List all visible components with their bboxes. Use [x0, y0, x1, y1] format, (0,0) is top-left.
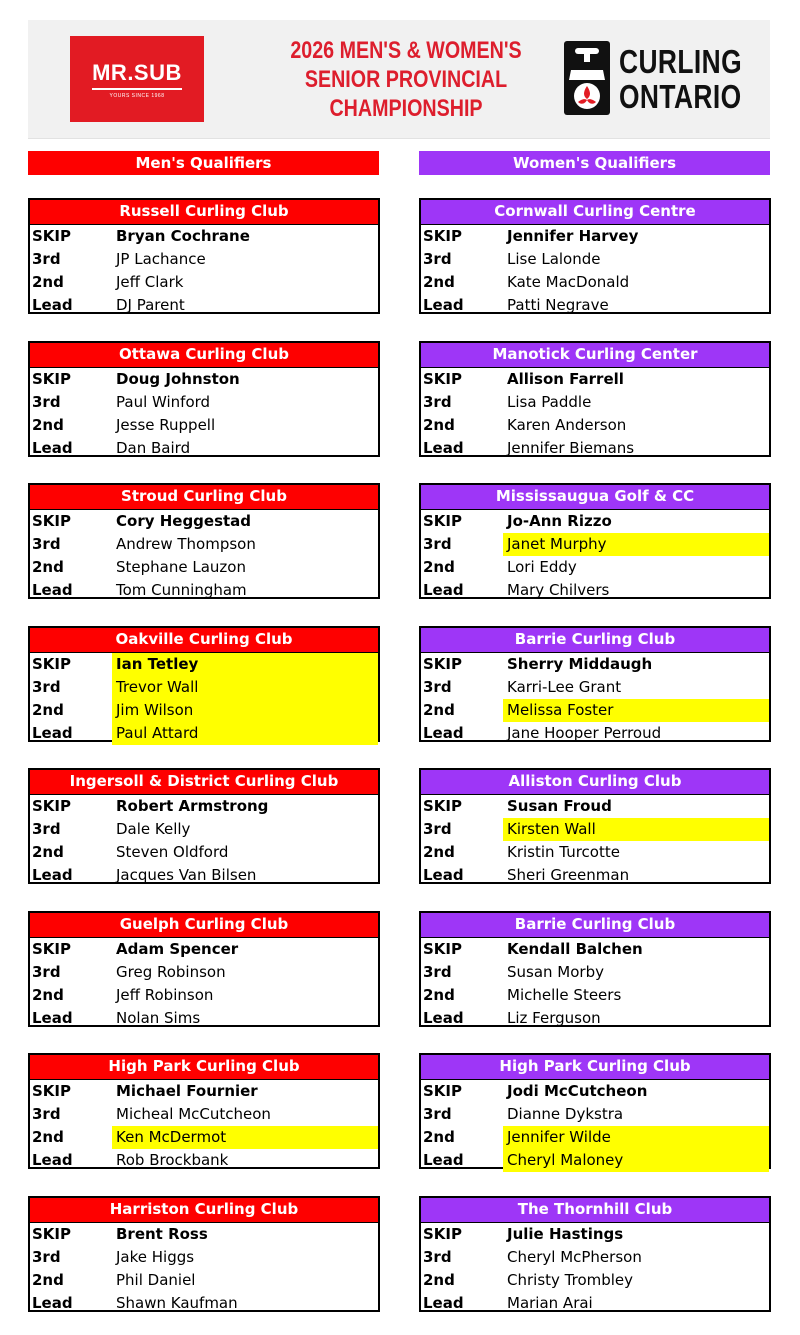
player-position: 2nd: [423, 558, 455, 576]
player-row: [421, 818, 769, 841]
event-title-line: 2026 MEN'S & WOMEN'S: [290, 37, 522, 64]
player-name: Lise Lalonde: [507, 250, 601, 268]
player-row: [30, 414, 378, 437]
event-title-line: CHAMPIONSHIP: [329, 95, 483, 122]
player-position: 3rd: [32, 820, 61, 838]
sponsor-tagline: YOURS SINCE 1968: [109, 92, 165, 99]
player-position: Lead: [32, 581, 73, 599]
player-row: [421, 938, 769, 961]
player-row: [30, 1103, 378, 1126]
player-row: [30, 795, 378, 818]
player-position: SKIP: [32, 512, 72, 530]
player-row: [30, 841, 378, 864]
player-position: 2nd: [423, 701, 455, 719]
player-position: SKIP: [423, 512, 463, 530]
club-name: Barrie Curling Club: [421, 628, 769, 653]
player-row: [30, 1246, 378, 1269]
player-row: [30, 653, 378, 676]
player-name: Cheryl McPherson: [507, 1248, 642, 1266]
player-position: 3rd: [32, 1248, 61, 1266]
team-card: [28, 198, 380, 314]
player-row: [421, 1269, 769, 1292]
player-name: Patti Negrave: [507, 296, 609, 314]
player-position: Lead: [423, 866, 464, 884]
team-card: [419, 1053, 771, 1169]
player-row: [30, 294, 378, 317]
player-position: 3rd: [423, 678, 452, 696]
player-position: Lead: [32, 1294, 73, 1312]
player-row: [421, 864, 769, 887]
org-name: [619, 44, 742, 114]
player-position: 3rd: [32, 963, 61, 981]
player-name: Nolan Sims: [116, 1009, 201, 1027]
club-name: The Thornhill Club: [421, 1198, 769, 1223]
player-name: Stephane Lauzon: [116, 558, 246, 576]
player-position: Lead: [423, 1151, 464, 1169]
player-row: [30, 818, 378, 841]
event-title: [260, 36, 552, 123]
player-name: Greg Robinson: [116, 963, 226, 981]
player-position: 2nd: [32, 416, 64, 434]
player-name: Karen Anderson: [507, 416, 627, 434]
player-row: [421, 271, 769, 294]
player-name: Karri-Lee Grant: [507, 678, 622, 696]
player-name: Jeff Robinson: [116, 986, 214, 1004]
player-position: 3rd: [423, 1105, 452, 1123]
player-position: SKIP: [423, 655, 463, 673]
player-row: [421, 699, 769, 722]
player-position: 2nd: [32, 1128, 64, 1146]
team-card: [28, 768, 380, 884]
club-name: Oakville Curling Club: [30, 628, 378, 653]
team-card: [28, 626, 380, 742]
player-position: 2nd: [423, 1128, 455, 1146]
player-name: DJ Parent: [116, 296, 185, 314]
player-row: [30, 1223, 378, 1246]
player-name: Jim Wilson: [112, 699, 378, 722]
player-position: Lead: [423, 1009, 464, 1027]
player-name: Jennifer Harvey: [507, 227, 639, 245]
org-name-line: CURLING: [619, 43, 743, 80]
player-position: 2nd: [32, 273, 64, 291]
player-row: [421, 510, 769, 533]
player-position: SKIP: [32, 940, 72, 958]
player-position: Lead: [32, 724, 73, 742]
club-name: Alliston Curling Club: [421, 770, 769, 795]
player-name: Phil Daniel: [116, 1271, 196, 1289]
player-position: 3rd: [423, 250, 452, 268]
event-banner: [28, 20, 770, 139]
player-name: Lori Eddy: [507, 558, 577, 576]
club-name: Manotick Curling Center: [421, 343, 769, 368]
player-row: [421, 1007, 769, 1030]
player-name: Christy Trombley: [507, 1271, 634, 1289]
player-row: [421, 1292, 769, 1315]
player-row: [30, 368, 378, 391]
player-position: 3rd: [423, 393, 452, 411]
player-row: [30, 722, 378, 745]
player-name: Julie Hastings: [507, 1225, 624, 1243]
player-name: Kirsten Wall: [503, 818, 769, 841]
player-position: 3rd: [32, 1105, 61, 1123]
org-name-line: ONTARIO: [619, 78, 742, 115]
player-row: [30, 938, 378, 961]
sponsor-logo: [70, 36, 204, 122]
player-name: Jodi McCutcheon: [507, 1082, 648, 1100]
player-row: [30, 1126, 378, 1149]
player-row: [421, 579, 769, 602]
player-name: Tom Cunningham: [116, 581, 247, 599]
player-position: Lead: [423, 581, 464, 599]
player-row: [421, 1103, 769, 1126]
player-name: Jane Hooper Perroud: [507, 724, 662, 742]
player-position: Lead: [423, 1294, 464, 1312]
player-position: SKIP: [32, 655, 72, 673]
player-position: 3rd: [32, 250, 61, 268]
team-card: [419, 341, 771, 457]
player-position: Lead: [32, 439, 73, 457]
player-position: 2nd: [423, 273, 455, 291]
player-name: Robert Armstrong: [116, 797, 269, 815]
player-name: Shawn Kaufman: [116, 1294, 238, 1312]
player-position: SKIP: [32, 227, 72, 245]
player-position: 2nd: [32, 986, 64, 1004]
player-position: Lead: [32, 866, 73, 884]
player-row: [421, 961, 769, 984]
player-name: Andrew Thompson: [116, 535, 256, 553]
player-position: 3rd: [423, 535, 452, 553]
player-name: Rob Brockbank: [116, 1151, 229, 1169]
club-name: Guelph Curling Club: [30, 913, 378, 938]
club-name: Harriston Curling Club: [30, 1198, 378, 1223]
player-row: [421, 248, 769, 271]
player-name: Cheryl Maloney: [503, 1149, 769, 1172]
player-name: Susan Froud: [507, 797, 612, 815]
player-name: Dale Kelly: [116, 820, 191, 838]
team-card: [28, 1053, 380, 1169]
player-position: Lead: [32, 296, 73, 314]
player-name: Allison Farrell: [507, 370, 624, 388]
player-row: [421, 414, 769, 437]
club-name: Cornwall Curling Centre: [421, 200, 769, 225]
team-card: [419, 198, 771, 314]
player-name: Cory Heggestad: [116, 512, 252, 530]
team-card: [28, 483, 380, 599]
player-row: [30, 1007, 378, 1030]
team-card: [28, 1196, 380, 1312]
player-position: SKIP: [32, 370, 72, 388]
player-position: 3rd: [423, 963, 452, 981]
player-name: Jennifer Wilde: [503, 1126, 769, 1149]
player-row: [421, 391, 769, 414]
player-row: [421, 1223, 769, 1246]
team-card: [419, 626, 771, 742]
player-row: [421, 437, 769, 460]
player-name: Marian Arai: [507, 1294, 593, 1312]
player-name: Ian Tetley: [112, 653, 378, 676]
player-name: Michael Fournier: [116, 1082, 258, 1100]
player-name: Paul Winford: [116, 393, 211, 411]
player-position: 3rd: [32, 535, 61, 553]
player-position: 2nd: [423, 843, 455, 861]
team-card: [419, 483, 771, 599]
player-row: [30, 961, 378, 984]
club-name: Stroud Curling Club: [30, 485, 378, 510]
event-title-line: SENIOR PROVINCIAL: [304, 66, 508, 93]
player-name: Susan Morby: [507, 963, 604, 981]
player-row: [421, 1126, 769, 1149]
player-name: Lisa Paddle: [507, 393, 592, 411]
player-position: 2nd: [32, 701, 64, 719]
player-row: [30, 533, 378, 556]
player-position: Lead: [423, 439, 464, 457]
player-row: [30, 676, 378, 699]
player-row: [30, 225, 378, 248]
player-name: Kendall Balchen: [507, 940, 643, 958]
player-name: Dan Baird: [116, 439, 191, 457]
player-position: 3rd: [32, 393, 61, 411]
player-position: 2nd: [32, 843, 64, 861]
player-row: [30, 391, 378, 414]
player-name: Mary Chilvers: [507, 581, 610, 599]
player-position: 3rd: [423, 820, 452, 838]
player-row: [30, 248, 378, 271]
player-row: [421, 1149, 769, 1172]
player-position: SKIP: [423, 1225, 463, 1243]
club-name: Russell Curling Club: [30, 200, 378, 225]
player-position: 3rd: [32, 678, 61, 696]
player-name: Ken McDermot: [112, 1126, 378, 1149]
player-position: SKIP: [423, 940, 463, 958]
player-name: Janet Murphy: [503, 533, 769, 556]
player-name: Paul Attard: [112, 722, 378, 745]
player-name: Sheri Greenman: [507, 866, 630, 884]
player-name: Michelle Steers: [507, 986, 622, 1004]
club-name: Mississaugua Golf & CC: [421, 485, 769, 510]
player-row: [30, 437, 378, 460]
player-position: SKIP: [423, 370, 463, 388]
player-name: Kate MacDonald: [507, 273, 630, 291]
player-row: [421, 676, 769, 699]
player-name: JP Lachance: [116, 250, 206, 268]
player-row: [30, 579, 378, 602]
team-card: [28, 911, 380, 1027]
player-row: [421, 841, 769, 864]
club-name: Barrie Curling Club: [421, 913, 769, 938]
player-position: SKIP: [32, 797, 72, 815]
club-name: Ingersoll & District Curling Club: [30, 770, 378, 795]
player-name: Brent Ross: [116, 1225, 208, 1243]
player-name: Doug Johnston: [116, 370, 240, 388]
player-name: Jo-Ann Rizzo: [507, 512, 612, 530]
player-position: 2nd: [32, 558, 64, 576]
player-name: Jesse Ruppell: [116, 416, 216, 434]
sponsor-name: MR.SUB: [92, 60, 182, 90]
player-name: Adam Spencer: [116, 940, 239, 958]
player-name: Steven Oldford: [116, 843, 229, 861]
player-name: Jennifer Biemans: [507, 439, 635, 457]
player-position: 2nd: [423, 1271, 455, 1289]
player-row: [421, 722, 769, 745]
player-row: [30, 699, 378, 722]
player-position: SKIP: [423, 227, 463, 245]
player-row: [30, 1292, 378, 1315]
player-position: 2nd: [423, 986, 455, 1004]
player-name: Jake Higgs: [116, 1248, 195, 1266]
player-position: Lead: [32, 1009, 73, 1027]
player-name: Jeff Clark: [116, 273, 184, 291]
player-row: [30, 984, 378, 1007]
team-card: [419, 911, 771, 1027]
player-position: 2nd: [32, 1271, 64, 1289]
curling-ontario-logo: [563, 40, 773, 122]
player-row: [421, 1246, 769, 1269]
player-position: 3rd: [423, 1248, 452, 1266]
player-position: Lead: [32, 1151, 73, 1169]
player-position: SKIP: [32, 1082, 72, 1100]
player-row: [30, 556, 378, 579]
club-name: High Park Curling Club: [30, 1055, 378, 1080]
club-name: Ottawa Curling Club: [30, 343, 378, 368]
player-position: SKIP: [423, 797, 463, 815]
player-name: Kristin Turcotte: [507, 843, 620, 861]
player-name: Jacques Van Bilsen: [116, 866, 257, 884]
player-row: [421, 795, 769, 818]
player-row: [30, 1080, 378, 1103]
player-row: [30, 510, 378, 533]
player-name: Micheal McCutcheon: [116, 1105, 271, 1123]
player-name: Dianne Dykstra: [507, 1105, 624, 1123]
mens-qualifiers-heading: Men's Qualifiers: [28, 151, 379, 175]
player-name: Melissa Foster: [503, 699, 769, 722]
player-row: [421, 1080, 769, 1103]
player-row: [30, 864, 378, 887]
player-name: Sherry Middaugh: [507, 655, 653, 673]
player-name: Bryan Cochrane: [116, 227, 250, 245]
player-position: SKIP: [32, 1225, 72, 1243]
player-name: Trevor Wall: [112, 676, 378, 699]
team-card: [419, 1196, 771, 1312]
player-position: Lead: [423, 724, 464, 742]
player-position: 2nd: [423, 416, 455, 434]
player-row: [421, 294, 769, 317]
player-row: [421, 556, 769, 579]
player-row: [421, 984, 769, 1007]
curling-stone-icon: [563, 40, 611, 116]
player-name: Liz Ferguson: [507, 1009, 601, 1027]
player-row: [30, 1269, 378, 1292]
player-row: [30, 1149, 378, 1172]
player-row: [421, 225, 769, 248]
player-row: [421, 368, 769, 391]
player-row: [421, 533, 769, 556]
player-position: Lead: [423, 296, 464, 314]
team-card: [419, 768, 771, 884]
player-row: [30, 271, 378, 294]
club-name: High Park Curling Club: [421, 1055, 769, 1080]
player-position: SKIP: [423, 1082, 463, 1100]
player-row: [421, 653, 769, 676]
womens-qualifiers-heading: Women's Qualifiers: [419, 151, 770, 175]
team-card: [28, 341, 380, 457]
